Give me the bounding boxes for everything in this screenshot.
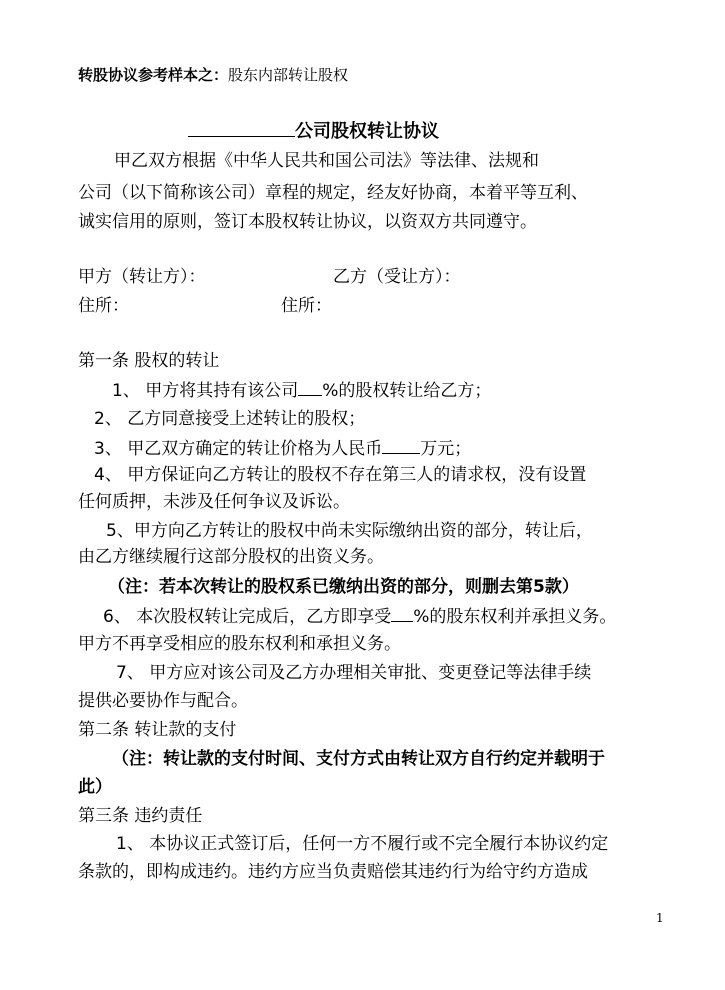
title-blank bbox=[188, 120, 295, 137]
clause-6-pre: 6、 本次股权转让完成后，乙方即享受 bbox=[103, 607, 392, 627]
doc-header-bold: 转股协议参考样本之： bbox=[78, 66, 229, 84]
intro-line-3: 诚实信用的原则，签订本股权转让协议，以资双方共同遵守。 bbox=[78, 212, 537, 232]
doc-title-text: 公司股权转让协议 bbox=[295, 121, 439, 142]
article-1-clause-4-line-2: 任何质押，未涉及任何争议及诉讼。 bbox=[78, 492, 350, 512]
article-1-clause-5-line-2: 由乙方继续履行这部分股权的出资义务。 bbox=[78, 547, 384, 567]
note-1: （注：若本次转让的股权系已缴纳出资的部分，则删去第5款） bbox=[108, 577, 579, 597]
clause-1-blank bbox=[298, 379, 322, 396]
doc-header bbox=[78, 64, 348, 86]
clause-1-post: %的股权转让给乙方； bbox=[322, 381, 492, 401]
article-1-clause-1 bbox=[112, 379, 491, 402]
clause-3-pre: 3、 甲乙双方确定的转让价格为人民币 bbox=[94, 439, 383, 459]
article-3-clause-1-line-2: 条款的，即构成违约。违约方应当负责赔偿其违约行为给守约方造成 bbox=[78, 862, 588, 882]
article-3-title: 第三条 违约责任 bbox=[78, 806, 203, 826]
address-b-label: 住所： bbox=[281, 296, 332, 316]
article-1-title: 第一条 股权的转让 bbox=[78, 351, 220, 371]
party-b-label: 乙方（受让方）： bbox=[333, 267, 461, 287]
clause-3-post: 万元； bbox=[420, 439, 472, 459]
article-1-clause-3 bbox=[94, 437, 471, 460]
article-3-clause-1-line-1: 1、 本协议正式签订后，任何一方不履行或不完全履行本协议约定 bbox=[116, 834, 609, 854]
note-2-line-1: （注：转让款的支付时间、支付方式由转让双方自行约定并载明于 bbox=[112, 749, 605, 769]
article-1-clause-6-line-1 bbox=[103, 605, 616, 628]
article-2-title: 第二条 转让款的支付 bbox=[78, 720, 237, 740]
article-1-clause-4-line-1: 4、 甲方保证向乙方转让的股权不存在第三人的请求权，没有设置 bbox=[94, 465, 587, 485]
clause-1-pre: 1、 甲方将其持有该公司 bbox=[112, 381, 299, 401]
page-number: 1 bbox=[656, 911, 664, 925]
doc-header-rest: 股东内部转让股权 bbox=[228, 66, 349, 84]
article-1-clause-7-line-1: 7、 甲方应对该公司及乙方办理相关审批、变更登记等法律手续 bbox=[116, 663, 592, 683]
article-1-clause-2: 2、 乙方同意接受上述转让的股权； bbox=[94, 409, 366, 429]
intro-line-2: 公司（以下简称该公司）章程的规定，经友好协商，本着平等互利、 bbox=[78, 183, 588, 203]
clause-3-blank bbox=[382, 437, 420, 454]
article-1-clause-5-line-1: 5、甲方向乙方转让的股权中尚未实际缴纳出资的部分，转让后， bbox=[106, 521, 593, 541]
article-1-clause-6-line-2: 甲方不再享受相应的股东权利和承担义务。 bbox=[78, 634, 401, 654]
party-a-label: 甲方（转让方）： bbox=[78, 267, 206, 287]
address-a-label: 住所： bbox=[78, 296, 129, 316]
clause-6-blank bbox=[391, 605, 413, 622]
note-2-line-2: 此） bbox=[78, 777, 112, 797]
doc-title bbox=[188, 120, 439, 143]
intro-line-1: 甲乙双方根据《中华人民共和国公司法》等法律、法规和 bbox=[114, 151, 539, 171]
article-1-clause-7-line-2: 提供必要协作与配合。 bbox=[78, 691, 248, 711]
clause-6-post: %的股东权利并承担义务。 bbox=[413, 607, 617, 627]
